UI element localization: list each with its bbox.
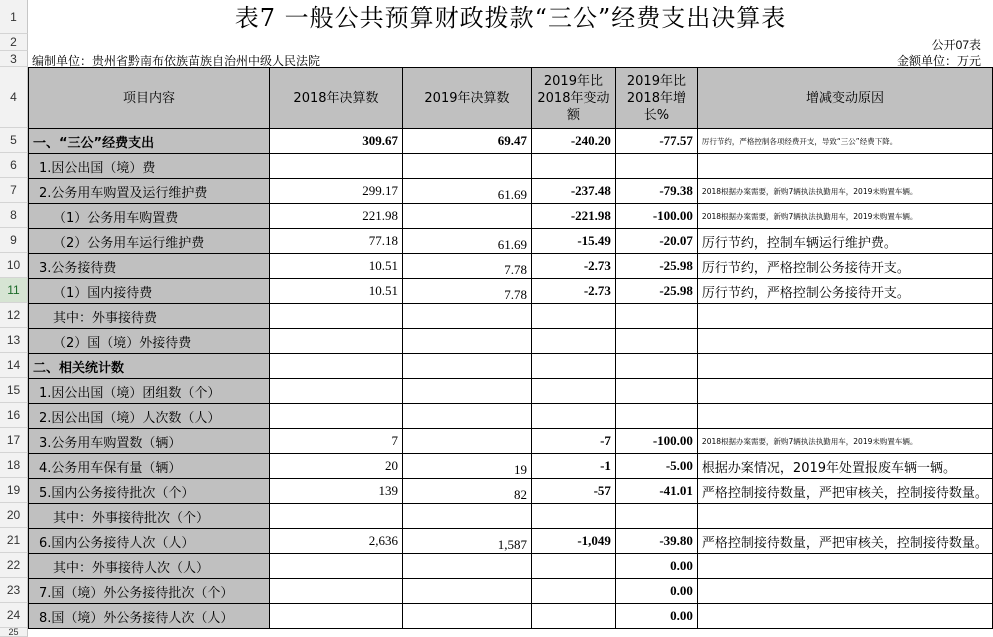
row-header-20[interactable]: 20 — [0, 503, 28, 528]
row-header-10[interactable]: 10 — [0, 253, 28, 278]
change-cell[interactable] — [531, 504, 615, 529]
y2018-cell[interactable]: 2,636 — [269, 529, 402, 554]
y2019-cell[interactable] — [402, 504, 531, 529]
item-cell[interactable]: 3.公务接待费 — [29, 254, 270, 279]
change-cell[interactable] — [531, 404, 615, 429]
pct-cell[interactable]: 0.00 — [615, 554, 697, 579]
change-cell[interactable] — [531, 304, 615, 329]
row-header-15[interactable]: 15 — [0, 378, 28, 403]
table-row — [29, 354, 993, 379]
y2019-cell[interactable] — [402, 604, 531, 629]
y2019-cell[interactable] — [402, 154, 531, 179]
y2019-cell[interactable] — [402, 379, 531, 404]
change-cell[interactable] — [531, 554, 615, 579]
table-row — [29, 154, 993, 179]
y2018-cell[interactable] — [269, 404, 402, 429]
table-row — [29, 204, 993, 229]
y2018-cell[interactable] — [269, 329, 402, 354]
item-cell[interactable]: （2）公务用车运行维护费 — [29, 229, 270, 254]
table-row — [29, 479, 993, 504]
open-code[interactable]: 公开07表 — [931, 38, 981, 52]
row-header-8[interactable]: 8 — [0, 203, 28, 228]
item-cell[interactable]: 二、相关统计数 — [29, 354, 270, 379]
y2018-cell[interactable]: 309.67 — [269, 129, 402, 154]
y2019-cell[interactable] — [402, 354, 531, 379]
pct-cell[interactable]: -39.80 — [615, 529, 697, 554]
row-header-1[interactable]: 1 — [0, 0, 28, 34]
row-header-17[interactable]: 17 — [0, 428, 28, 453]
row-header-3[interactable]: 3 — [0, 51, 28, 67]
reason-cell[interactable]: 厉行节约，严格控制公务接待开支。 — [697, 254, 992, 279]
y2019-cell[interactable]: 1,587 — [402, 529, 531, 554]
reason-cell[interactable]: 2018根据办案需要，新购7辆执法执勤用车，2019未购置车辆。 — [697, 429, 992, 454]
change-cell[interactable]: -237.48 — [531, 179, 615, 204]
y2018-cell[interactable] — [269, 304, 402, 329]
header-pct[interactable]: 2019年比2018年增长% — [615, 68, 697, 129]
change-cell[interactable]: -2.73 — [531, 254, 615, 279]
y2019-cell[interactable]: 19 — [402, 454, 531, 479]
pct-cell[interactable] — [615, 329, 697, 354]
pct-cell[interactable]: -25.98 — [615, 254, 697, 279]
pct-cell[interactable] — [615, 404, 697, 429]
pct-cell[interactable]: -100.00 — [615, 204, 697, 229]
row-header-6[interactable]: 6 — [0, 153, 28, 178]
change-cell[interactable]: -240.20 — [531, 129, 615, 154]
change-cell[interactable] — [531, 154, 615, 179]
y2018-cell[interactable]: 20 — [269, 454, 402, 479]
table-row — [29, 579, 993, 604]
header-2019[interactable]: 2019年决算数 — [402, 68, 531, 129]
y2018-cell[interactable]: 10.51 — [269, 279, 402, 304]
item-cell[interactable]: 2.因公出国（境）人次数（人） — [29, 404, 270, 429]
table-body — [29, 129, 993, 629]
y2019-cell[interactable]: 7.78 — [402, 254, 531, 279]
pct-cell[interactable]: -41.01 — [615, 479, 697, 504]
change-cell[interactable] — [531, 604, 615, 629]
row-header-4[interactable]: 4 — [0, 67, 28, 128]
header-2018[interactable]: 2018年决算数 — [269, 68, 402, 129]
change-cell[interactable]: -1,049 — [531, 529, 615, 554]
y2018-cell[interactable] — [269, 604, 402, 629]
pct-cell[interactable]: -100.00 — [615, 429, 697, 454]
change-cell[interactable] — [531, 379, 615, 404]
y2019-cell[interactable]: 61.69 — [402, 179, 531, 204]
y2018-cell[interactable] — [269, 504, 402, 529]
change-cell[interactable]: -7 — [531, 429, 615, 454]
reason-cell[interactable] — [697, 379, 992, 404]
reason-cell[interactable] — [697, 554, 992, 579]
table-row — [29, 379, 993, 404]
reason-cell[interactable]: 厉行节约，控制车辆运行维护费。 — [697, 229, 992, 254]
row-header-23[interactable]: 23 — [0, 578, 28, 603]
item-cell[interactable]: 3.公务用车购置数（辆） — [29, 429, 270, 454]
y2018-cell[interactable]: 7 — [269, 429, 402, 454]
row-header-13[interactable]: 13 — [0, 328, 28, 353]
compiling-unit[interactable]: 编制单位：贵州省黔南布依族苗族自治州中级人民法院 — [32, 54, 321, 68]
pct-cell[interactable] — [615, 504, 697, 529]
row-header-12[interactable]: 12 — [0, 303, 28, 328]
header-row — [29, 68, 993, 129]
change-cell[interactable] — [531, 354, 615, 379]
pct-cell[interactable]: 0.00 — [615, 579, 697, 604]
pct-cell[interactable]: -5.00 — [615, 454, 697, 479]
row-header-11[interactable]: 11 — [0, 278, 28, 303]
change-cell[interactable]: -57 — [531, 479, 615, 504]
table-row — [29, 254, 993, 279]
row-header-24[interactable]: 24 — [0, 603, 28, 628]
pct-cell[interactable] — [615, 379, 697, 404]
reason-cell[interactable]: 严格控制接待数量，严把审核关，控制接待数量。 — [697, 529, 992, 554]
table-row — [29, 554, 993, 579]
table-row — [29, 229, 993, 254]
reason-cell[interactable] — [697, 604, 992, 629]
item-cell[interactable]: 1.因公出国（境）团组数（个） — [29, 379, 270, 404]
reason-cell[interactable]: 严格控制接待数量，严把审核关，控制接待数量。 — [697, 479, 992, 504]
row-header-9[interactable]: 9 — [0, 228, 28, 253]
reason-cell[interactable]: 根据办案情况，2019年处置报废车辆一辆。 — [697, 454, 992, 479]
y2018-cell[interactable] — [269, 554, 402, 579]
item-cell[interactable]: 7.国（境）外公务接待批次（个） — [29, 579, 270, 604]
y2018-cell[interactable]: 77.18 — [269, 229, 402, 254]
reason-cell[interactable] — [697, 579, 992, 604]
expense-table — [28, 67, 993, 629]
row-header-14[interactable]: 14 — [0, 353, 28, 378]
row-header-7[interactable]: 7 — [0, 178, 28, 203]
y2019-cell[interactable]: 61.69 — [402, 229, 531, 254]
row-header-21[interactable]: 21 — [0, 528, 28, 553]
y2018-cell[interactable] — [269, 154, 402, 179]
pct-cell[interactable]: 0.00 — [615, 604, 697, 629]
change-cell[interactable]: -221.98 — [531, 204, 615, 229]
change-cell[interactable] — [531, 329, 615, 354]
reason-cell[interactable] — [697, 504, 992, 529]
table-row — [29, 404, 993, 429]
reason-cell[interactable] — [697, 304, 992, 329]
header-item[interactable]: 项目内容 — [29, 68, 270, 129]
change-cell[interactable] — [531, 579, 615, 604]
table-row — [29, 179, 993, 204]
table-row — [29, 454, 993, 479]
pct-cell[interactable] — [615, 154, 697, 179]
row-header-5[interactable]: 5 — [0, 128, 28, 153]
pct-cell[interactable]: -77.57 — [615, 129, 697, 154]
pct-cell[interactable] — [615, 354, 697, 379]
y2018-cell[interactable] — [269, 379, 402, 404]
table-row — [29, 504, 993, 529]
table-row — [29, 304, 993, 329]
item-cell[interactable]: （1）国内接待费 — [29, 279, 270, 304]
row-header-25[interactable]: 25 — [0, 628, 28, 637]
pct-cell[interactable]: -25.98 — [615, 279, 697, 304]
item-cell[interactable]: （2）国（境）外接待费 — [29, 329, 270, 354]
y2018-cell[interactable] — [269, 579, 402, 604]
reason-cell[interactable] — [697, 354, 992, 379]
table-row — [29, 529, 993, 554]
reason-cell[interactable]: 厉行节约，严格控制公务接待开支。 — [697, 279, 992, 304]
change-cell[interactable]: -1 — [531, 454, 615, 479]
row-header-19[interactable]: 19 — [0, 478, 28, 503]
y2019-cell[interactable] — [402, 404, 531, 429]
row-header-2[interactable]: 2 — [0, 34, 28, 51]
y2019-cell[interactable]: 7.78 — [402, 279, 531, 304]
y2019-cell[interactable]: 82 — [402, 479, 531, 504]
change-cell[interactable]: -2.73 — [531, 279, 615, 304]
pct-cell[interactable]: -79.38 — [615, 179, 697, 204]
y2019-cell[interactable] — [402, 329, 531, 354]
table-row — [29, 129, 993, 154]
item-cell[interactable]: （1）公务用车购置费 — [29, 204, 270, 229]
reason-cell[interactable] — [697, 404, 992, 429]
y2019-cell[interactable] — [402, 304, 531, 329]
y2019-cell[interactable] — [402, 204, 531, 229]
y2018-cell[interactable]: 299.17 — [269, 179, 402, 204]
header-reason[interactable]: 增减变动原因 — [697, 68, 992, 129]
item-cell[interactable]: 其中：外事接待费 — [29, 304, 270, 329]
y2019-cell[interactable] — [402, 429, 531, 454]
pct-cell[interactable]: -20.07 — [615, 229, 697, 254]
y2019-cell[interactable] — [402, 579, 531, 604]
reason-cell[interactable]: 2018根据办案需要，新购7辆执法执勤用车，2019未购置车辆。 — [697, 204, 992, 229]
table-row — [29, 429, 993, 454]
row-header-18[interactable]: 18 — [0, 453, 28, 478]
item-cell[interactable]: 2.公务用车购置及运行维护费 — [29, 179, 270, 204]
header-change[interactable]: 2019年比2018年变动额 — [531, 68, 615, 129]
item-cell[interactable]: 1.因公出国（境）费 — [29, 154, 270, 179]
item-cell[interactable]: 6.国内公务接待人次（人） — [29, 529, 270, 554]
reason-cell[interactable]: 厉行节约，严格控制各项经费开支，导致“三公”经费下降。 — [697, 129, 992, 154]
y2018-cell[interactable]: 139 — [269, 479, 402, 504]
table-row — [29, 279, 993, 304]
y2019-cell[interactable]: 69.47 — [402, 129, 531, 154]
table-row — [29, 329, 993, 354]
change-cell[interactable]: -15.49 — [531, 229, 615, 254]
item-cell[interactable]: 5.国内公务接待批次（个） — [29, 479, 270, 504]
y2018-cell[interactable]: 221.98 — [269, 204, 402, 229]
y2018-cell[interactable]: 10.51 — [269, 254, 402, 279]
amount-unit[interactable]: 金额单位：万元 — [896, 54, 981, 68]
item-cell[interactable]: 其中：外事接待人次（人） — [29, 554, 270, 579]
y2018-cell[interactable] — [269, 354, 402, 379]
item-cell[interactable]: 4.公务用车保有量（辆） — [29, 454, 270, 479]
sheet-title[interactable]: 表7 一般公共预算财政拨款“三公”经费支出决算表 — [234, 4, 787, 32]
row-header-22[interactable]: 22 — [0, 553, 28, 578]
item-cell[interactable]: 一、“三公”经费支出 — [29, 129, 270, 154]
row-header-16[interactable]: 16 — [0, 403, 28, 428]
reason-cell[interactable] — [697, 154, 992, 179]
table-row — [29, 604, 993, 629]
item-cell[interactable]: 8.国（境）外公务接待人次（人） — [29, 604, 270, 629]
reason-cell[interactable]: 2018根据办案需要，新购7辆执法执勤用车，2019未购置车辆。 — [697, 179, 992, 204]
pct-cell[interactable] — [615, 304, 697, 329]
item-cell[interactable]: 其中：外事接待批次（个） — [29, 504, 270, 529]
reason-cell[interactable] — [697, 329, 992, 354]
y2019-cell[interactable] — [402, 554, 531, 579]
